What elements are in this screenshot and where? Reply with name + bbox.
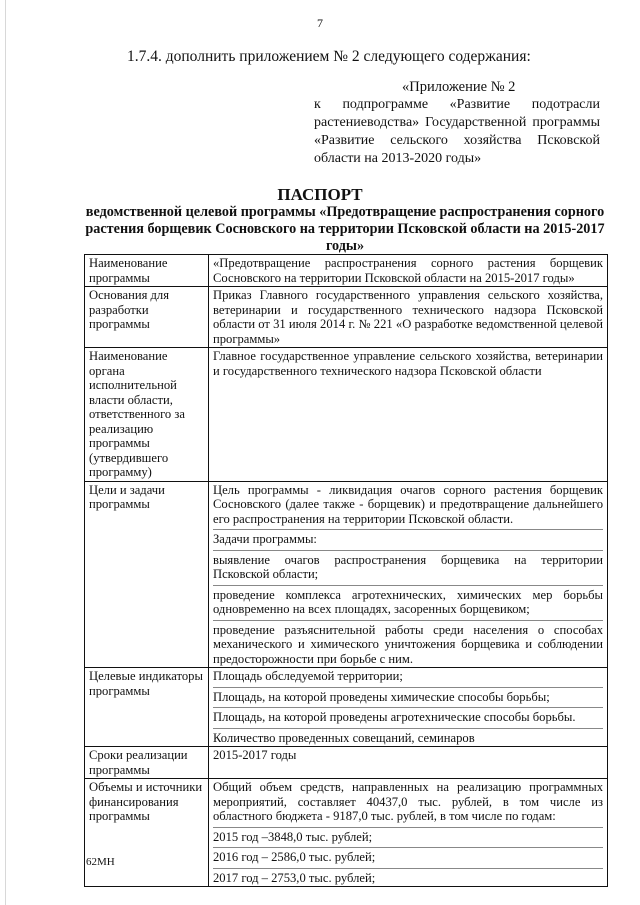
- passport-row: [85, 287, 608, 348]
- footer-code: 62МН: [86, 856, 115, 868]
- passport-row-value: [209, 481, 608, 668]
- passport-value-paragraph: проведение комплекса агротехнических, химических мер борьбы одновременно на всех площадях, засоренных борщевиком;: [213, 585, 603, 617]
- passport-value-paragraph: 2017 год – 2753,0 тыс. рублей;: [213, 868, 603, 886]
- scan-margin-line: [5, 0, 6, 905]
- passport-row: [85, 255, 608, 287]
- passport-row-value: [209, 668, 608, 747]
- passport-value-paragraph: 2015 год –3848,0 тыс. рублей;: [213, 827, 603, 845]
- passport-row-value: [209, 348, 608, 482]
- passport-row-value: [209, 255, 608, 287]
- passport-value-paragraph: Цель программы - ликвидация очагов сорного растения борщевик Сосновского (далее также - борщевик) и предотвращение дальнейшего его распространения на территории Псковской области.: [213, 482, 603, 526]
- passport-value-paragraph: 2016 год – 2586,0 тыс. рублей;: [213, 847, 603, 865]
- passport-row-label: Наименование программы: [85, 255, 209, 287]
- passport-row: [85, 348, 608, 482]
- passport-value-paragraph: Общий объем средств, направленных на реализацию программных мероприятий, составляет 40437,0 тыс. рублей, в том числе из областного бюджета - 9187,0 тыс. рублей, в том числе по годам:: [213, 780, 603, 823]
- passport-row-value: [209, 779, 608, 887]
- passport-value-paragraph: проведение разъяснительной работы среди населения о способах механического и химического уничтожения борщевика и соблюдении предосторожности при борьбе с ним.: [213, 620, 603, 667]
- passport-table: [84, 254, 608, 887]
- passport-row-label: Наименование органа исполнительной власти области, ответственного за реализацию программы (утвердившего программу): [85, 348, 209, 482]
- passport-row-label: Основания для разработки программы: [85, 287, 209, 348]
- passport-row-label: Целевые индикаторы программы: [85, 668, 209, 747]
- passport-row-label: Сроки реализации программы: [85, 747, 209, 779]
- passport-row-value: [209, 747, 608, 779]
- passport-value-paragraph: выявление очагов распространения борщевика на территории Псковской области;: [213, 550, 603, 582]
- passport-value-paragraph: Площадь, на которой проведены агротехнические способы борьбы.: [213, 707, 603, 725]
- passport-row: [85, 747, 608, 779]
- passport-row: [85, 481, 608, 668]
- passport-value-paragraph: Задачи программы:: [213, 529, 603, 547]
- passport-value-paragraph: Главное государственное управление сельского хозяйства, ветеринарии и государственного технического надзора Псковской области: [213, 349, 603, 378]
- passport-value-paragraph: Количество проведенных совещаний, семинаров: [213, 728, 603, 746]
- appendix-reference-text: к подпрограмме «Развитие подотрасли растениеводства» Государственной программы «Развитие сельского хозяйства Псковской области на 2013-2020 годы»: [314, 97, 600, 166]
- passport-value-paragraph: 2015-2017 годы: [213, 748, 297, 762]
- page-number: 7: [317, 16, 323, 30]
- passport-row-label: Объемы и источники финансирования программы: [85, 779, 209, 887]
- document-title: ПАСПОРТ: [277, 185, 363, 204]
- passport-value-paragraph: Площадь, на которой проведены химические способы борьбы;: [213, 687, 603, 705]
- passport-row-value: [209, 287, 608, 348]
- passport-row-label: Цели и задачи программы: [85, 481, 209, 668]
- passport-row: [85, 779, 608, 887]
- passport-value-paragraph: Приказ Главного государственного управления сельского хозяйства, ветеринарии и государственного технического надзора Псковской области от 31 июля 2014 г. № 221 «О разработке ведомственной целевой программы»: [213, 288, 603, 346]
- amendment-intro-line: 1.7.4. дополнить приложением № 2 следующего содержания:: [127, 48, 531, 65]
- passport-value-paragraph: Площадь обследуемой территории;: [213, 669, 403, 683]
- appendix-reference-block: [314, 78, 600, 168]
- passport-table-body: [85, 255, 608, 887]
- appendix-heading: «Приложение № 2: [402, 79, 516, 95]
- passport-row: [85, 668, 608, 747]
- document-subtitle: ведомственной целевой программы «Предотвращение распространения сорного растения борщевик Сосновского на территории Псковской области на 2015-2017 годы»: [85, 204, 605, 254]
- passport-value-paragraph: «Предотвращение распространения сорного растения борщевик Сосновского на территории Псковской области на 2015-2017 годы»: [213, 256, 603, 285]
